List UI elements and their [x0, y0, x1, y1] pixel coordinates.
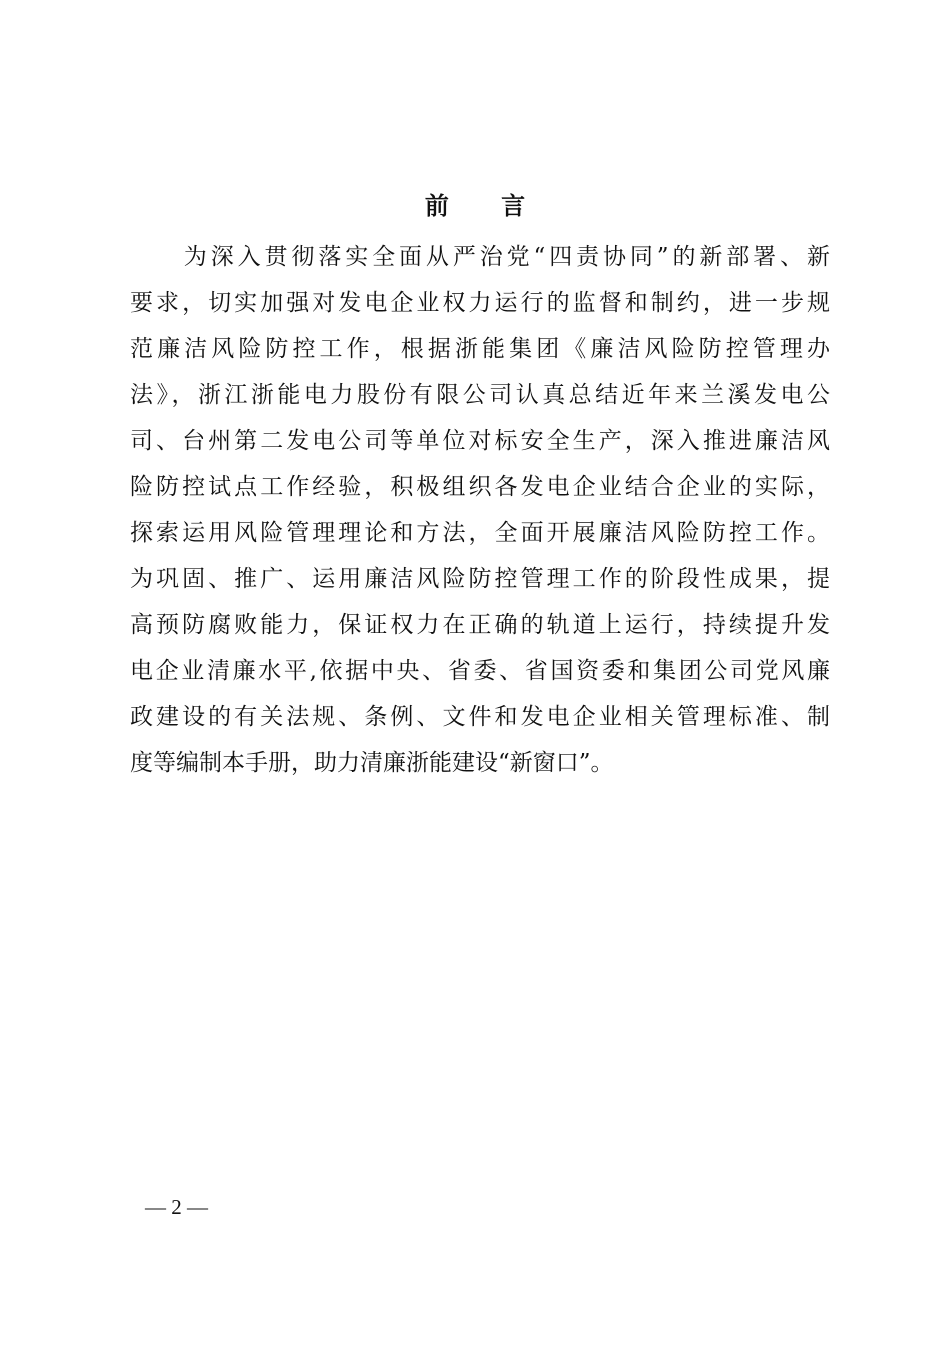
paragraph-line: 为巩固、推广、运用廉洁风险防控管理工作的阶段性成果，提: [130, 566, 830, 592]
paragraph-line: 探索运用风险管理理论和方法，全面开展廉洁风险防控工作。: [130, 520, 830, 546]
paragraph-line: 为深入贯彻落实全面从严治党“四责协同”的新部署、新: [130, 244, 830, 270]
paragraph-line: 政建设的有关法规、条例、文件和发电企业相关管理标准、制: [130, 704, 830, 730]
page-title: 前 言: [424, 191, 548, 220]
paragraph-line: 法》，浙江浙能电力股份有限公司认真总结近年来兰溪发电公: [130, 382, 830, 408]
paragraph-line: 险防控试点工作经验，积极组织各发电企业结合企业的实际，: [130, 474, 830, 500]
paragraph-line: 电企业清廉水平,依据中央、省委、省国资委和集团公司党风廉: [130, 658, 830, 684]
page-number: — 2 —: [145, 1195, 208, 1219]
paragraph-line: 高预防腐败能力，保证权力在正确的轨道上运行，持续提升发: [130, 612, 830, 638]
paragraph-line: 度等编制本手册，助力清廉浙能建设“新窗口”。: [130, 750, 614, 776]
paragraph-line: 范廉洁风险防控工作，根据浙能集团《廉洁风险防控管理办: [130, 336, 830, 362]
paragraph-line: 司、台州第二发电公司等单位对标安全生产，深入推进廉洁风: [130, 428, 830, 454]
preface-paragraph: [130, 234, 830, 786]
paragraph-line: 要求，切实加强对发电企业权力运行的监督和制约，进一步规: [130, 290, 830, 316]
